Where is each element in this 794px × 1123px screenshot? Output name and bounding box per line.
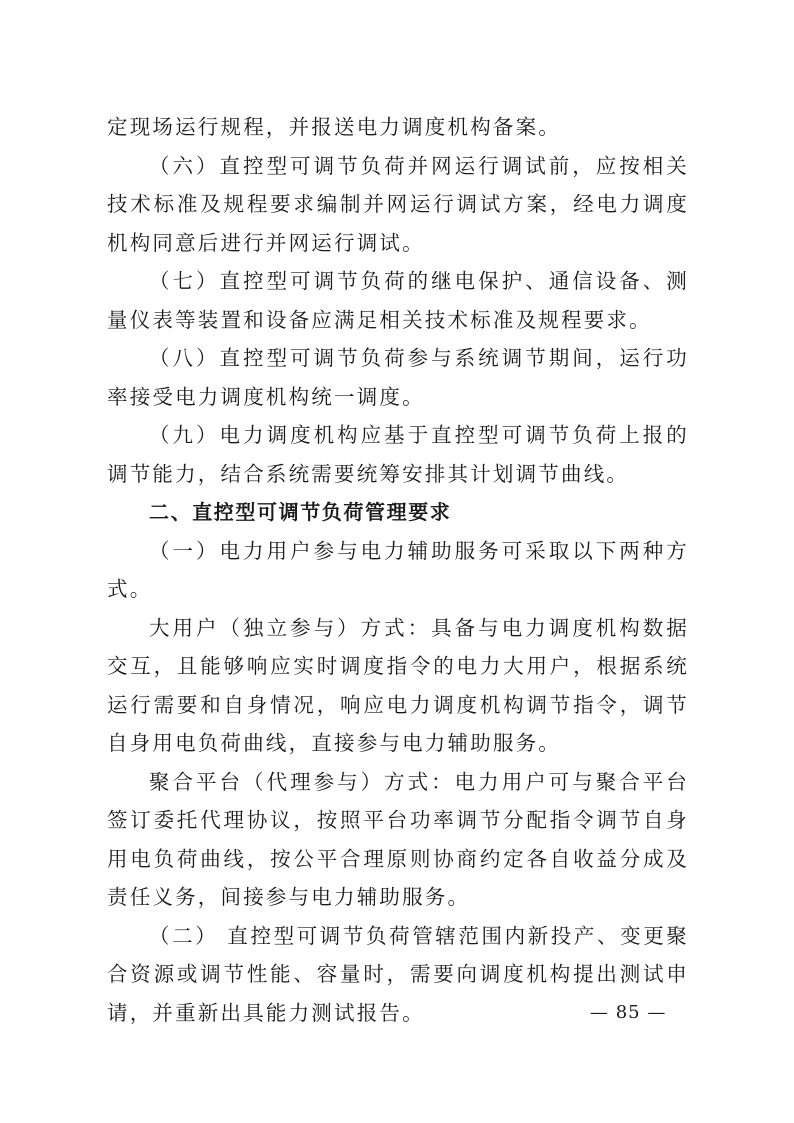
page-number: — 85 — <box>590 1002 667 1023</box>
paragraph-item-2: （二） 直控型可调节负荷管辖范围内新投产、变更聚合资源或调节性能、容量时，需要向调度机构提出测试申请，并重新出具能力测试报告。 <box>107 923 689 1025</box>
paragraph-large-user-mode: 大用户（独立参与）方式：具备与电力调度机构数据交互，且能够响应实时调度指令的电力大用户，根据系统运行需要和自身情况，响应电力调度机构调节指令，调节自身用电负荷曲线，直接参与电力辅助服务。 <box>107 615 689 755</box>
section-heading: 二、直控型可调节负荷管理要求 <box>149 500 452 524</box>
paragraph-continuation: 定现场运行规程，并报送电力调度机构备案。 <box>107 115 561 139</box>
paragraph-item-1: （一）电力用户参与电力辅助服务可采取以下两种方式。 <box>107 538 689 601</box>
paragraph-item-7: （七）直控型可调节负荷的继电保护、通信设备、测量仪表等装置和设备应满足相关技术标准及规程要求。 <box>107 269 689 332</box>
paragraph-item-9: （九）电力调度机构应基于直控型可调节负荷上报的调节能力，结合系统需要统筹安排其计划调节曲线。 <box>107 423 689 486</box>
paragraph-aggregator-mode: 聚合平台（代理参与）方式：电力用户可与聚合平台签订委托代理协议，按照平台功率调节分配指令调节自身用电负荷曲线，按公平合理原则协商约定各自收益分成及责任义务，间接参与电力辅助服务。 <box>107 769 689 909</box>
document-body <box>107 108 689 1032</box>
paragraph-item-6: （六）直控型可调节负荷并网运行调试前，应按相关技术标准及规程要求编制并网运行调试方案，经电力调度机构同意后进行并网运行调试。 <box>107 153 689 255</box>
paragraph-item-8: （八）直控型可调节负荷参与系统调节期间，运行功率接受电力调度机构统一调度。 <box>107 346 689 409</box>
